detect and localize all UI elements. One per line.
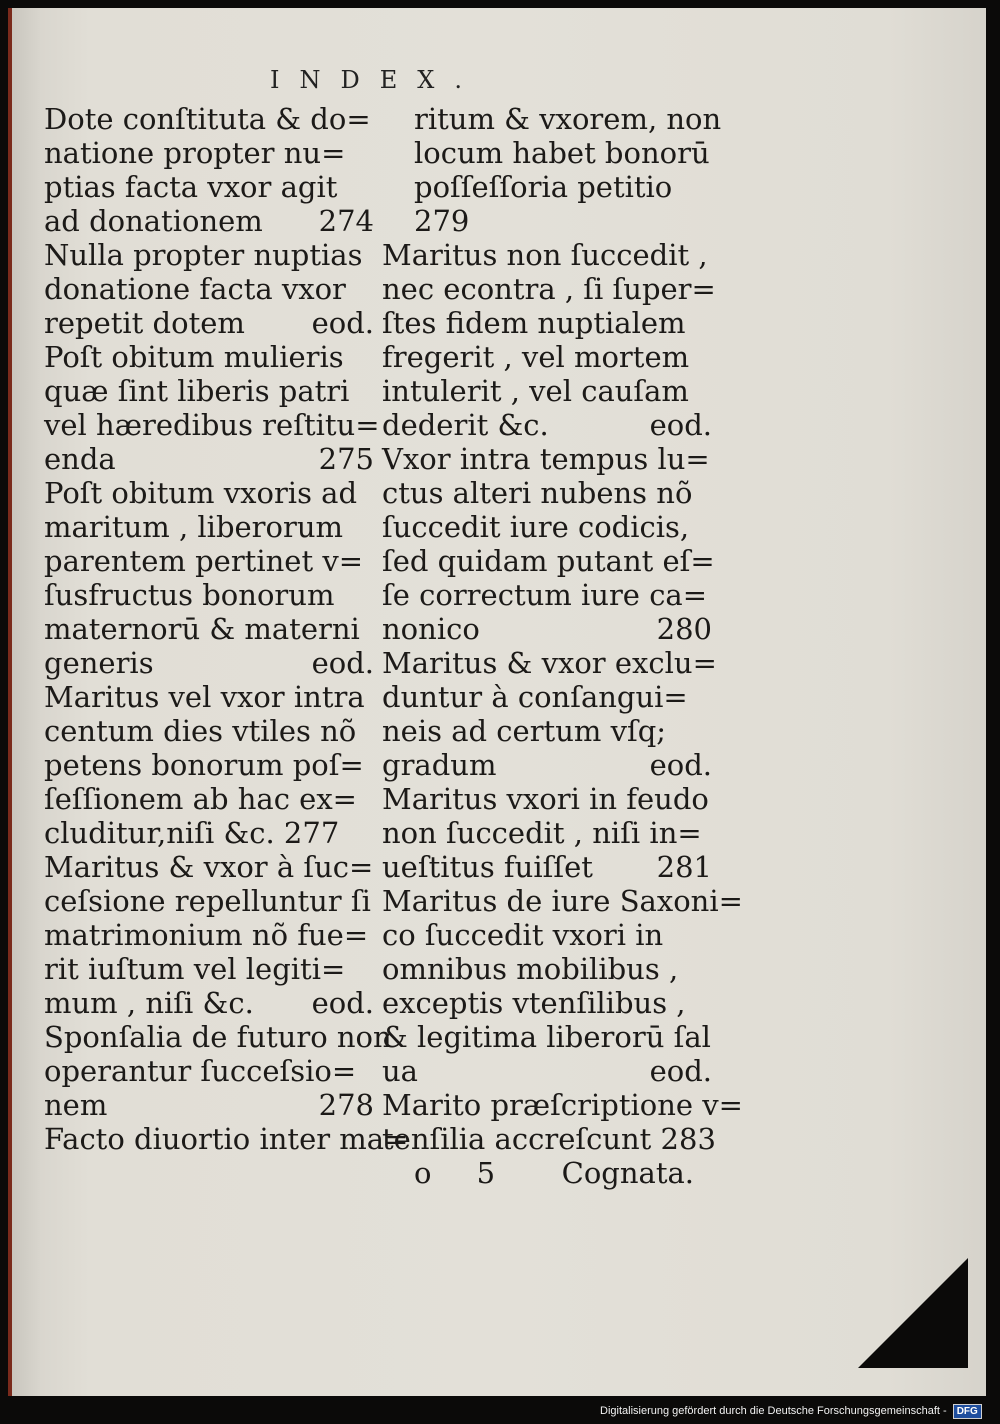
entry-line: vel hæredibus reſtitu= (44, 408, 380, 442)
entry-line: Sponſalia de futuro non (44, 1020, 392, 1054)
entry-line (382, 748, 712, 782)
entry-line: Maritus vel vxor intra (44, 680, 365, 714)
page-reference: eod. (311, 986, 374, 1020)
index-entry (382, 884, 743, 1088)
signature-mark: o 5 (414, 1156, 514, 1190)
page-reference: eod. (649, 748, 712, 782)
entry-line: rit iuſtum vel legiti= (44, 952, 346, 986)
entry-line: Dote conſtituta & do= (44, 102, 371, 136)
entry-text: repetit dotem (44, 306, 245, 340)
entry-line: cluditur,niſi &c. 277 (44, 816, 340, 850)
entry-line: non ſuccedit , niſi in= (382, 816, 702, 850)
index-column-right (382, 102, 743, 1156)
entry-text: generis (44, 646, 154, 680)
entry-line: Maritus non ſuccedit , (382, 238, 708, 272)
entry-line: operantur ſucceſsio= (44, 1054, 357, 1088)
entry-line (44, 646, 374, 680)
page-footer (414, 1156, 694, 1190)
entry-line: petens bonorum poſ= (44, 748, 364, 782)
entry-line: ceſsione repelluntur ſi (44, 884, 371, 918)
index-entry (44, 1020, 392, 1122)
entry-line: tenſilia accreſcunt 283 (382, 1122, 716, 1156)
entry-line: Poſt obitum mulieris (44, 340, 344, 374)
entry-line: centum dies vtiles nõ (44, 714, 357, 748)
entry-line: poſſeſſoria petitio (414, 170, 673, 204)
entry-line: nec econtra , ſi ſuper= (382, 272, 716, 306)
entry-text: nem (44, 1088, 108, 1122)
entry-text: ad donationem (44, 204, 263, 238)
entry-line: ptias facta vxor agit (44, 170, 338, 204)
entry-line: Facto diuortio inter ma= (44, 1122, 409, 1156)
entry-line (44, 986, 374, 1020)
page-reference: 275 (318, 442, 374, 476)
entry-line (382, 612, 712, 646)
index-entry (44, 1122, 409, 1156)
page-reference: eod. (649, 408, 712, 442)
entry-line: Vxor intra tempus lu= (382, 442, 710, 476)
dfg-logo-icon: DFG (953, 1404, 982, 1419)
index-entry (44, 680, 374, 850)
page-header: INDEX. (270, 66, 482, 94)
catchword: Cognata. (561, 1156, 694, 1190)
index-entry (382, 1088, 743, 1156)
entry-line (44, 306, 374, 340)
index-entry (44, 238, 374, 340)
entry-line (44, 442, 374, 476)
entry-text: dederit &c. (382, 408, 549, 442)
entry-line: ſtes fidem nuptialem (382, 306, 686, 340)
entry-line: ſeſſionem ab hac ex= (44, 782, 357, 816)
page-reference: 280 (656, 612, 712, 646)
entry-line: Marito præſcriptione v= (382, 1088, 743, 1122)
entry-line: parentem pertinet v= (44, 544, 363, 578)
entry-line (44, 1088, 374, 1122)
entry-text: nonico (382, 612, 480, 646)
entry-line: ſuccedit iure codicis, (382, 510, 690, 544)
entry-line: Maritus & vxor à ſuc= (44, 850, 374, 884)
page-reference: 274 (318, 204, 374, 238)
page-reference: eod. (311, 646, 374, 680)
entry-line: exceptis vtenſilibus , (382, 986, 686, 1020)
entry-line: neis ad certum vſq; (382, 714, 667, 748)
entry-line: & legitima liberorū ſal (382, 1020, 711, 1054)
folded-page-corner (858, 1258, 968, 1368)
entry-text: enda (44, 442, 116, 476)
entry-line: Poſt obitum vxoris ad (44, 476, 358, 510)
entry-line: ſed quidam putant eſ= (382, 544, 715, 578)
entry-line: Maritus & vxor exclu= (382, 646, 717, 680)
index-entry (44, 476, 374, 680)
entry-text: mum , niſi &c. (44, 986, 254, 1020)
entry-text: gradum (382, 748, 497, 782)
entry-line: intulerit , vel cauſam (382, 374, 689, 408)
entry-line: omnibus mobilibus , (382, 952, 679, 986)
entry-line: fregerit , vel mortem (382, 340, 690, 374)
index-entry (382, 238, 716, 442)
entry-line: duntur à conſangui= (382, 680, 688, 714)
index-entry (44, 850, 374, 1020)
credit-bar (600, 1402, 982, 1420)
entry-line (382, 1054, 712, 1088)
entry-line: ſusfructus bonorum (44, 578, 335, 612)
entry-line: quæ ſint liberis patri (44, 374, 350, 408)
entry-line: maternorū & materni (44, 612, 360, 646)
entry-line: natione propter nu= (44, 136, 346, 170)
entry-line: ſe correctum iure ca= (382, 578, 708, 612)
credit-text: Digitalisierung gefördert durch die Deutsche Forschungsgemeinschaft - (600, 1405, 947, 1417)
entry-line: Maritus de iure Saxoni= (382, 884, 743, 918)
index-entry (382, 442, 715, 646)
index-entry (44, 102, 374, 238)
page-reference: eod. (649, 1054, 712, 1088)
entry-line: locum habet bonorū (414, 136, 710, 170)
entry-line (382, 850, 712, 884)
entry-line: donatione facta vxor (44, 272, 346, 306)
entry-line: 279 (414, 204, 470, 238)
entry-line: matrimonium nõ fue= (44, 918, 369, 952)
index-entry (44, 340, 380, 476)
entry-line: maritum , liberorum (44, 510, 344, 544)
entry-line: co ſuccedit vxori in (382, 918, 664, 952)
entry-text: ua (382, 1054, 418, 1088)
entry-line: Maritus vxori in feudo (382, 782, 709, 816)
entry-line: ctus alteri nubens nõ (382, 476, 693, 510)
entry-text: ueſtitus fuiſſet (382, 850, 593, 884)
entry-line: Nulla propter nuptias (44, 238, 363, 272)
page-reference: 278 (318, 1088, 374, 1122)
entry-line (44, 204, 374, 238)
index-entry (382, 102, 722, 238)
page-reference: 281 (656, 850, 712, 884)
index-entry (382, 646, 717, 782)
index-entry (382, 782, 712, 884)
entry-line (382, 408, 712, 442)
page-reference: eod. (311, 306, 374, 340)
entry-line: ritum & vxorem, non (414, 102, 722, 136)
